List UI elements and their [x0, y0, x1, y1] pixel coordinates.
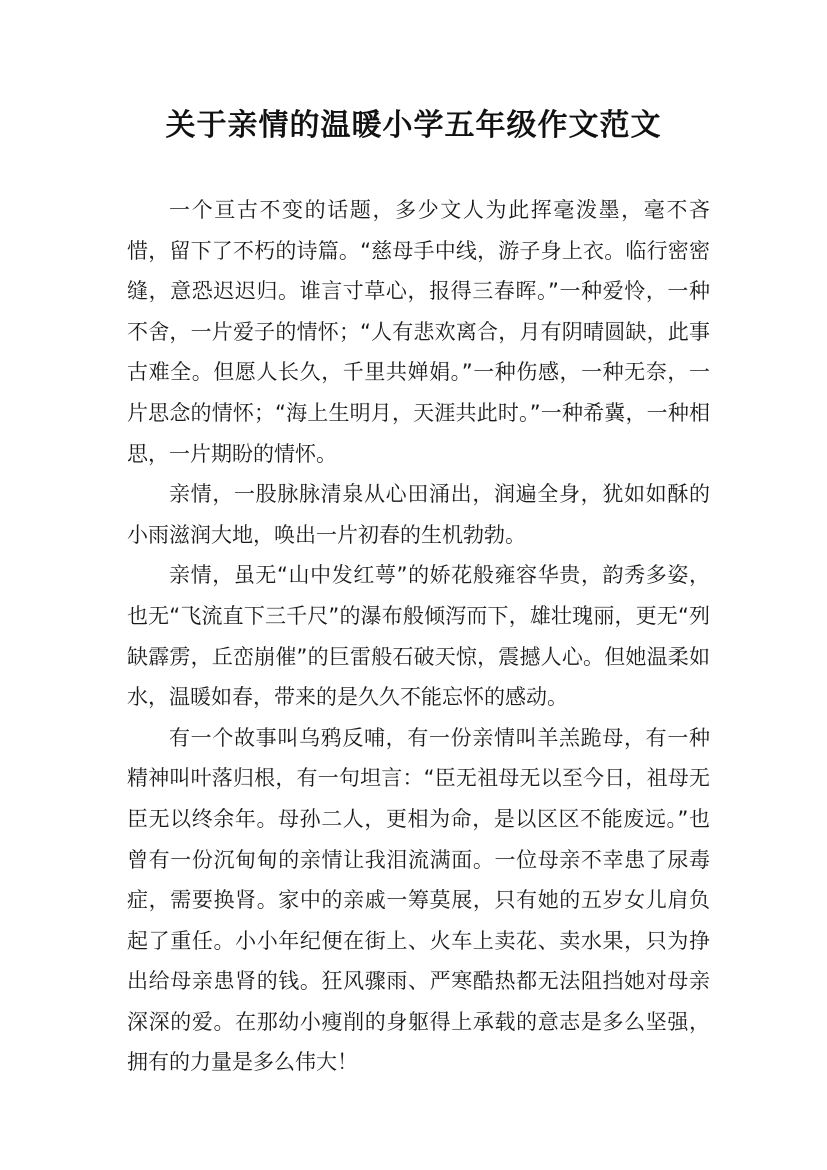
paragraph: 有一个故事叫乌鸦反哺，有一份亲情叫羊羔跪母，有一种精神叫叶落归根，有一句坦言：“臣无祖母无以至今日，祖母无臣无以终余年。母孙二人，更相为命，是以区区不能废远。”也曾有一份沉甸甸的亲情让我泪流满面。一位母亲不幸患了尿毒症，需要换肾。家中的亲戚一筹莫展，只有她的五岁女儿肩负起了重任。小小年纪便在街上、火车上卖花、卖水果，只为挣出给母亲患肾的钱。狂风骤雨、严寒酷热都无法阻挡她对母亲深深的爱。在那幼小瘦削的身躯得上承载的意志是多么坚强，拥有的力量是多么伟大！: [127, 725, 710, 1075]
paragraph: 亲情，虽无“山中发红萼”的娇花般雍容华贵，韵秀多姿，也无“飞流直下三千尺”的瀑布般倾泻而下，雄壮瑰丽，更无“列缺霹雳，丘峦崩催”的巨雷般石破天惊，震撼人心。但她温柔如水，温暖如春，带来的是久久不能忘怀的感动。: [127, 563, 710, 710]
paragraph: 亲情，一股脉脉清泉从心田涌出，润遍全身，犹如如酥的小雨滋润大地，唤出一片初春的生机勃勃。: [127, 482, 710, 547]
paragraph: 一个亘古不变的话题，多少文人为此挥毫泼墨，毫不吝惜，留下了不朽的诗篇。“慈母手中线，游子身上衣。临行密密缝，意恐迟迟归。谁言寸草心，报得三春晖。”一种爱怜，一种不舍，一片爱子的情怀；“人有悲欢离合，月有阴晴圆缺，此事古难全。但愿人长久，千里共婵娟。”一种伤感，一种无奈，一片思念的情怀；“海上生明月，天涯共此时。”一种希冀，一种相思，一片期盼的情怀。: [127, 198, 710, 466]
document-title: 关于亲情的温暖小学五年级作文范文: [165, 108, 662, 143]
document-body: [127, 190, 710, 1083]
